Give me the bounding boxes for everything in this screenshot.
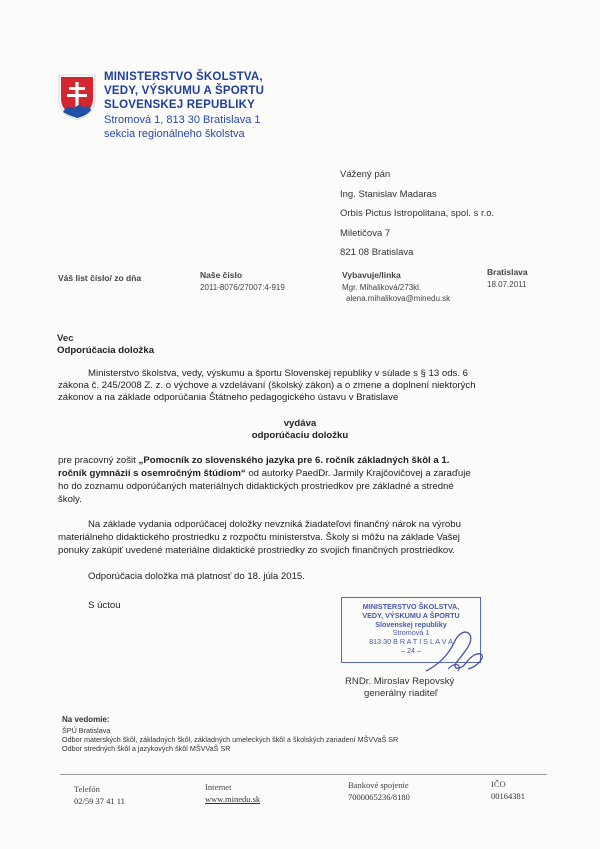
workbook-title-part2: ročník gymnázií s osemročným štúdiom“ <box>58 468 246 479</box>
notice-item-1: ŠPÚ Bratislava <box>62 726 111 735</box>
paragraph-1-line2: zákona č. 245/2008 Z. z. o výchove a vzdelávaní (školský zákon) a o zmene a doplnení niektorých <box>58 380 476 391</box>
ministry-address: Stromová 1, 813 30 Bratislava 1 <box>104 114 261 126</box>
stamp-line5: 813 30 B R A T I S L A V A <box>369 637 453 647</box>
signatory-name: RNDr. Miroslav Repovský <box>345 676 455 687</box>
our-number: 2011-8076/27007:4-919 <box>200 283 285 292</box>
coat-of-arms-icon <box>57 73 97 121</box>
footer-divider <box>60 774 547 775</box>
ministry-name-line2: VEDY, VÝSKUMU A ŠPORTU <box>104 85 265 97</box>
notice-item-3: Odbor stredných škôl a jazykových škôl MŠVVaŠ SR <box>62 744 231 753</box>
workbook-title-part1: „Pomocník zo slovenského jazyka pre 6. ročník základných škôl a 1. <box>138 455 450 466</box>
paragraph-3-line2: materiálneho didaktického prostriedku z rozpočtu ministerstva. Školy si môžu na základe Vašej <box>58 532 460 543</box>
paragraph-2-line1 <box>58 455 541 468</box>
footer-phone-label: Telefón <box>74 784 100 794</box>
notice-label: Na vedomie: <box>62 715 110 724</box>
recipient-salutation: Vážený pán <box>340 169 391 180</box>
letterhead <box>57 70 317 140</box>
our-number-label: Naše číslo <box>200 270 243 280</box>
footer-phone: 02/59 37 41 11 <box>74 796 125 806</box>
validity-statement: Odporúčacia doložka má platnosť do 18. júla 2015. <box>88 571 305 582</box>
your-letter-label: Váš list číslo/ zo dňa <box>58 273 142 283</box>
stamp-line6: – 24 – <box>401 645 421 655</box>
paragraph-2-line3: ho do zoznamu odporúčaných materiálnych didaktických prostriedkov pre základné a stredné <box>58 481 454 492</box>
handwritten-signature <box>418 625 488 680</box>
recipient-city: 821 08 Bratislava <box>340 247 414 258</box>
footer-ico: 00164381 <box>491 791 525 801</box>
footer-bank-label: Bankové spojenie <box>348 780 409 790</box>
issues-verb: vydáva <box>283 418 317 429</box>
recipient-street: Miletičova 7 <box>340 227 391 239</box>
recipient-address <box>340 165 570 263</box>
stamp-line3: Slovenskej republiky <box>375 619 447 629</box>
workbook-prefix: pre pracovný zošit <box>58 455 139 466</box>
letter-date: 18.07.2011 <box>487 280 527 289</box>
paragraph-3-line1: Na základe vydania odporúčacej doložky nevzniká žiadateľovi finančný nárok na výrobu <box>88 519 461 530</box>
handled-by: Mgr. Mihaliková/273kl. <box>342 283 422 292</box>
ministry-name-line1: MINISTERSTVO ŠKOLSTVA, <box>104 71 263 83</box>
notice-item-2: Odbor materských škôl, základných škôl, základných umeleckých škôl a školských zariadení MŠVVaŠ SR <box>62 735 399 744</box>
subject-title: Odporúčacia doložka <box>57 345 155 356</box>
footer-internet-label: Internet <box>205 782 232 792</box>
stamp-line1: MINISTERSTVO ŠKOLSTVA, <box>362 602 460 611</box>
handled-by-label: Vybavuje/linka <box>342 270 401 280</box>
recipient-company: Orbis Pictus Istropolitana, spol. s r.o. <box>340 208 495 219</box>
signatory-title: generálny riaditeľ <box>364 688 438 699</box>
ministry-section: sekcia regionálneho školstva <box>104 128 245 140</box>
paragraph-2-line2 <box>58 468 541 481</box>
paragraph-2-line4: školy. <box>58 494 82 505</box>
stamp-line2: VEDY, VÝSKUMU A ŠPORTU <box>362 610 460 620</box>
workbook-author: od autorky PaedDr. Jarmily Krajčovičovej a zaraďuje <box>245 468 471 479</box>
closing-greeting: S úctou <box>88 600 121 611</box>
handled-by-email: alena.mihalikova@minedu.sk <box>346 294 451 303</box>
recipient-name: Ing. Stanislav Madaras <box>340 188 437 200</box>
footer-internet-link[interactable]: www.minedu.sk <box>205 794 261 804</box>
paragraph-3-line3: ponuky zakúpiť uvedené materiálne didaktické prostriedky zo svojich finančných prostriedkov. <box>58 545 455 556</box>
stamp-line4: Stromová 1 <box>392 628 430 638</box>
letter-place: Bratislava <box>487 267 528 277</box>
paragraph-1-line3: zákonov a na základe odporúčania Štátneho pedagogického ústavu v Bratislave <box>58 392 399 403</box>
paragraph-1-line1: Ministerstvo školstva, vedy, výskumu a športu Slovenskej republiky v súlade s § 13 ods. 6 <box>88 368 469 379</box>
ministry-name-line3: SLOVENSKEJ REPUBLIKY <box>104 99 255 111</box>
footer-ico-label: IČO <box>491 779 506 789</box>
issues-object: odporúčaciu doložku <box>251 430 349 441</box>
subject-label: Vec <box>57 333 74 344</box>
footer-bank: 7000065236/8180 <box>348 792 410 802</box>
